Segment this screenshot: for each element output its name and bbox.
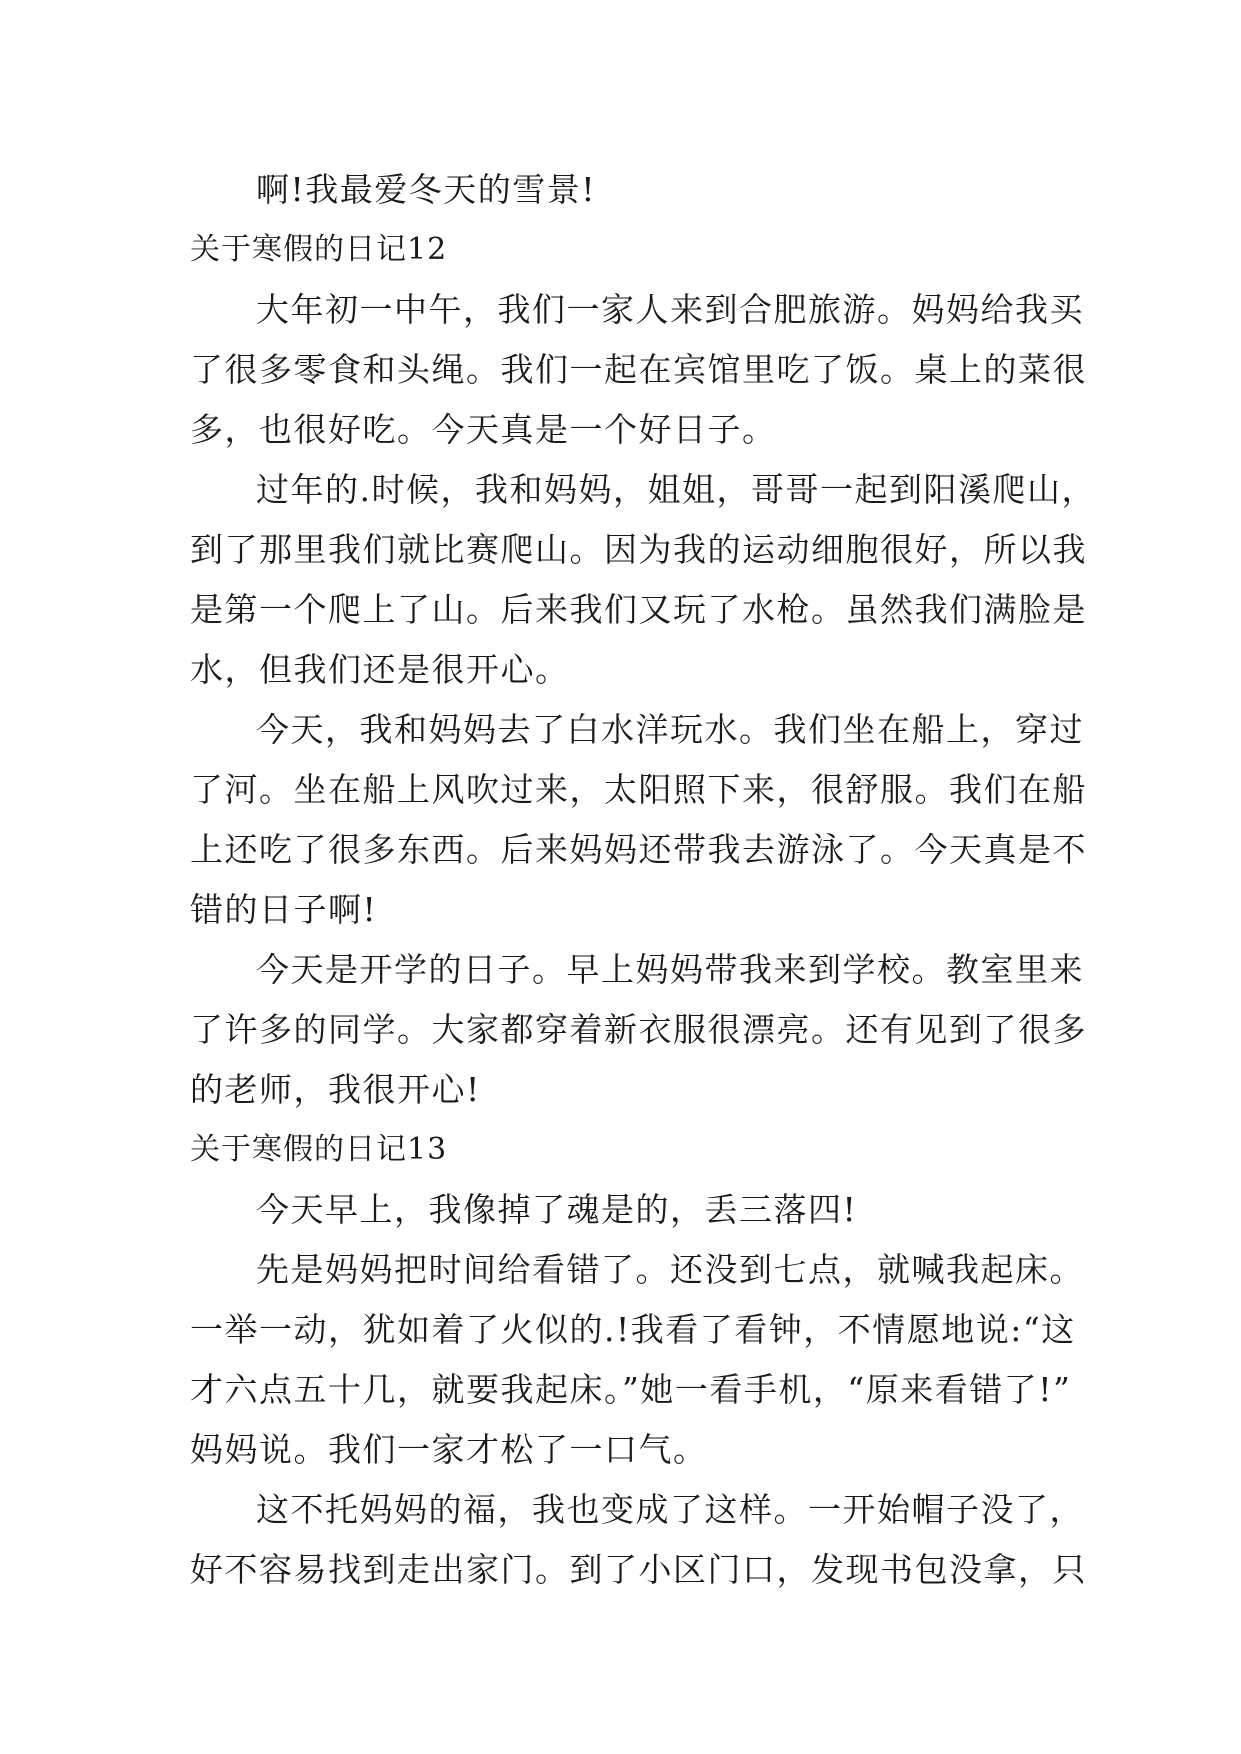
text-line: 了很多零食和头绳。我们一起在宾馆里吃了饭。桌上的菜很 bbox=[190, 350, 1087, 389]
document-body bbox=[190, 160, 1096, 1600]
text-line: 过年的.时候，我和妈妈，姐姐，哥哥一起到阳溪爬山， bbox=[256, 470, 1096, 509]
text-line: 好不容易找到走出家门。到了小区门口，发现书包没拿，只 bbox=[190, 1550, 1087, 1589]
text-line: 了河。坐在船上风吹过来，太阳照下来，很舒服。我们在船 bbox=[190, 770, 1087, 809]
text-line: 上还吃了很多东西。后来妈妈还带我去游泳了。今天真是不 bbox=[190, 830, 1087, 869]
text-line: 是第一个爬上了山。后来我们又玩了水枪。虽然我们满脸是 bbox=[190, 590, 1087, 629]
text-line: 今天，我和妈妈去了白水洋玩水。我们坐在船上，穿过 bbox=[256, 710, 1084, 749]
text-line: 今天早上，我像掉了魂是的，丢三落四! bbox=[256, 1190, 858, 1229]
text-line: 错的日子啊! bbox=[190, 890, 378, 929]
section-heading: 关于寒假的日记13 bbox=[190, 1132, 448, 1167]
text-line: 大年初一中午，我们一家人来到合肥旅游。妈妈给我买 bbox=[256, 290, 1084, 329]
text-line: 今天是开学的日子。早上妈妈带我来到学校。教室里来 bbox=[256, 950, 1084, 989]
text-line: 多，也很好吃。今天真是一个好日子。 bbox=[190, 410, 777, 449]
text-line: 一举一动，犹如着了火似的.!我看了看钟，不情愿地说:“这 bbox=[190, 1310, 1076, 1349]
text-line: 水，但我们还是很开心。 bbox=[190, 650, 570, 689]
text-line: 了许多的同学。大家都穿着新衣服很漂亮。还有见到了很多 bbox=[190, 1010, 1087, 1049]
text-line: 妈妈说。我们一家才松了一口气。 bbox=[190, 1430, 708, 1469]
text-line: 啊!我最爱冬天的雪景! bbox=[256, 170, 597, 209]
text-line: 这不托妈妈的福，我也变成了这样。一开始帽子没了， bbox=[256, 1490, 1084, 1529]
text-line: 到了那里我们就比赛爬山。因为我的运动细胞很好，所以我 bbox=[190, 530, 1087, 569]
text-line: 的老师，我很开心! bbox=[190, 1070, 481, 1109]
text-line: 才六点五十几，就要我起床。”她一看手机，“原来看错了!” bbox=[190, 1370, 1072, 1409]
section-heading: 关于寒假的日记12 bbox=[190, 232, 448, 267]
text-line: 先是妈妈把时间给看错了。还没到七点，就喊我起床。 bbox=[256, 1250, 1084, 1289]
